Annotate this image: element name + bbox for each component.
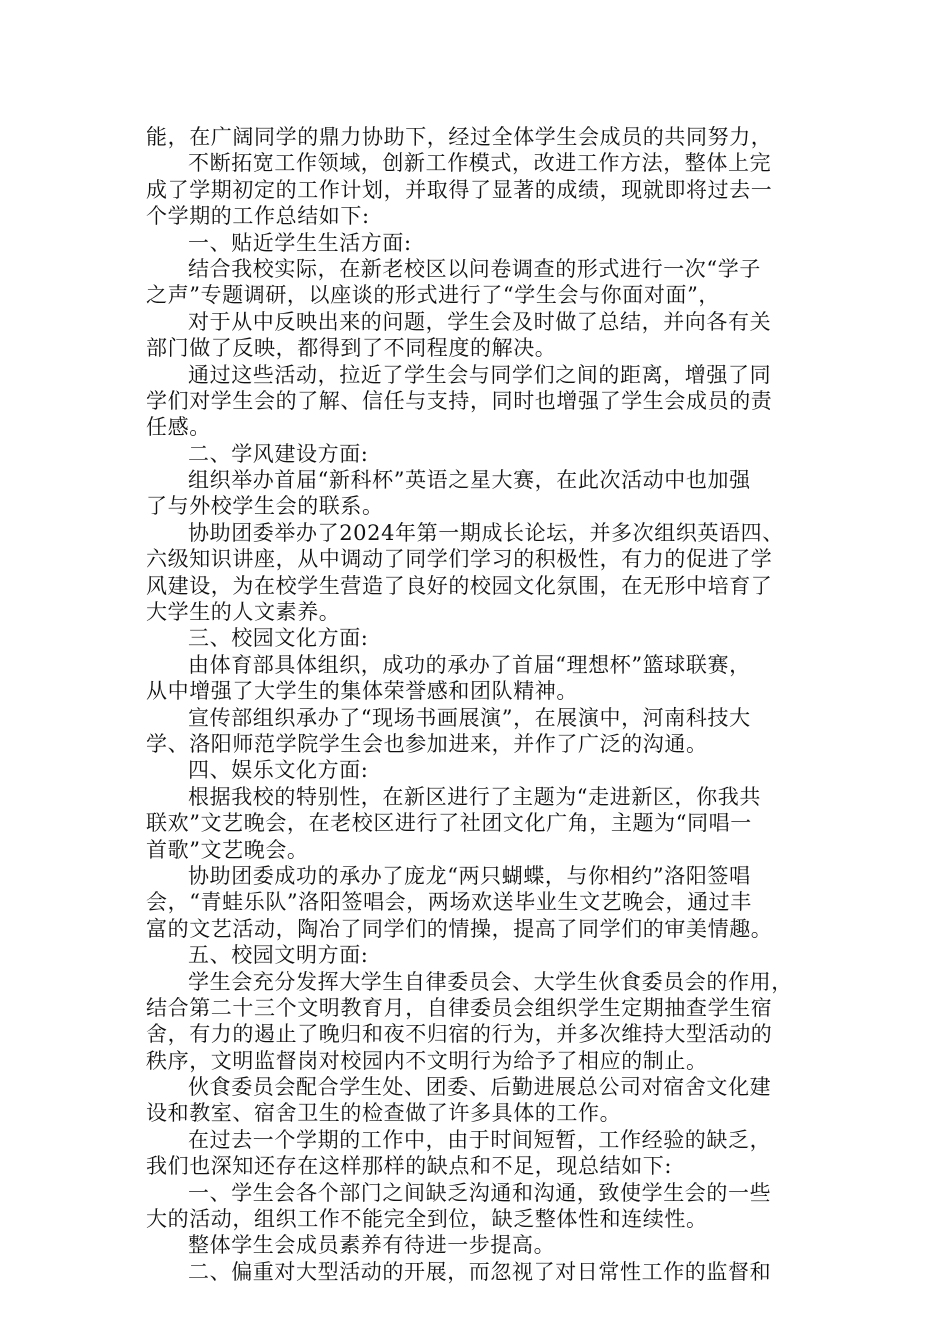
text-line: 六级知识讲座，从中调动了同学们学习的积极性，有力的促进了学 — [146, 547, 773, 572]
text-line: 之声”专题调研，以座谈的形式进行了“学生会与你面对面”， — [146, 283, 721, 308]
text-line: 结合第二十三个文明教育月，自律委员会组织学生定期抽查学生宿 — [146, 995, 773, 1020]
text-line: 结合我校实际，在新老校区以问卷调查的形式进行一次“学子 — [188, 256, 761, 281]
text-line: 成了学期初定的工作计划，并取得了显著的成绩，现就即将过去一 — [146, 177, 773, 202]
text-line: 宣传部组织承办了“现场书画展演”，在展演中，河南科技大 — [188, 705, 751, 730]
text-line: 设和教室、宿舍卫生的检查做了许多具体的工作。 — [146, 1101, 622, 1126]
text-line: 我们也深知还存在这样那样的缺点和不足，现总结如下: — [146, 1154, 673, 1179]
text-line: 富的文艺活动，陶冶了同学们的情操，提高了同学们的审美情趣。 — [146, 916, 773, 941]
text-line: 二、学风建设方面: — [188, 441, 369, 466]
text-line: 学生会充分发挥大学生自律委员会、大学生伙食委员会的作用， — [188, 969, 793, 994]
text-line: 风建设，为在校学生营造了良好的校园文化氛围，在无形中培育了 — [146, 573, 773, 598]
text-line: 不断拓宽工作领域，创新工作模式，改进工作方法，整体上完 — [188, 151, 772, 176]
text-line: 大学生的人文素养。 — [146, 600, 341, 625]
text-line: 了与外校学生会的联系。 — [146, 494, 384, 519]
document-body — [146, 124, 811, 1285]
text-line: 会，“青蛙乐队”洛阳签唱会，两场欢送毕业生文艺晚会，通过丰 — [146, 890, 752, 915]
text-line: 任感。 — [146, 415, 211, 440]
text-line: 协助团委举办了2024年第一期成长论坛，并多次组织英语四、 — [188, 520, 784, 545]
text-line: 在过去一个学期的工作中，由于时间短暂，工作经验的缺乏， — [188, 1127, 772, 1152]
text-line: 二、偏重对大型活动的开展，而忽视了对日常性工作的监督和 — [188, 1259, 772, 1284]
text-line: 秩序，文明监督岗对校园内不文明行为给予了相应的制止。 — [146, 1048, 708, 1073]
text-line: 联欢”文艺晚会，在老校区进行了社团文化广角，主题为“同唱一 — [146, 811, 752, 836]
text-line: 协助团委成功的承办了庞龙“两只蝴蝶，与你相约”洛阳签唱 — [188, 863, 751, 888]
text-line: 由体育部具体组织，成功的承办了首届“理想杯”篮球联赛， — [188, 652, 751, 677]
text-line: 一、学生会各个部门之间缺乏沟通和沟通，致使学生会的一些 — [188, 1180, 772, 1205]
text-line: 学、洛阳师范学院学生会也参加进来，并作了广泛的沟通。 — [146, 731, 708, 756]
text-line: 通过这些活动，拉近了学生会与同学们之间的距离，增强了同 — [188, 362, 772, 387]
text-line: 根据我校的特别性，在新区进行了主题为“走进新区，你我共 — [188, 784, 761, 809]
text-line: 部门做了反映，都得到了不同程度的解决。 — [146, 336, 557, 361]
text-line: 能，在广阔同学的鼎力协助下，经过全体学生会成员的共同努力， — [146, 125, 773, 149]
text-line: 个学期的工作总结如下: — [146, 204, 370, 229]
text-line: 四、娱乐文化方面: — [188, 758, 369, 783]
text-line: 一、贴近学生生活方面: — [188, 230, 412, 255]
text-line: 伙食委员会配合学生处、团委、后勤进展总公司对宿舍文化建 — [188, 1075, 772, 1100]
text-line: 大的活动，组织工作不能完全到位，缺乏整体性和连续性。 — [146, 1207, 708, 1232]
text-line: 五、校园文明方面: — [188, 943, 369, 968]
text-line: 舍，有力的遏止了晚归和夜不归宿的行为，并多次维持大型活动的 — [146, 1022, 773, 1047]
text-line: 整体学生会成员素养有待进一步提高。 — [188, 1233, 556, 1258]
text-line: 对于从中反映出来的问题，学生会及时做了总结，并向各有关 — [188, 309, 772, 334]
text-line: 从中增强了大学生的集体荣誉感和团队精神。 — [146, 679, 578, 704]
text-line: 三、校园文化方面: — [188, 626, 369, 651]
text-line: 组织举办首届“新科杯”英语之星大赛，在此次活动中也加强 — [188, 468, 751, 493]
text-line: 学们对学生会的了解、信任与支持，同时也增强了学生会成员的责 — [146, 388, 773, 413]
text-line: 首歌”文艺晚会。 — [146, 837, 309, 862]
